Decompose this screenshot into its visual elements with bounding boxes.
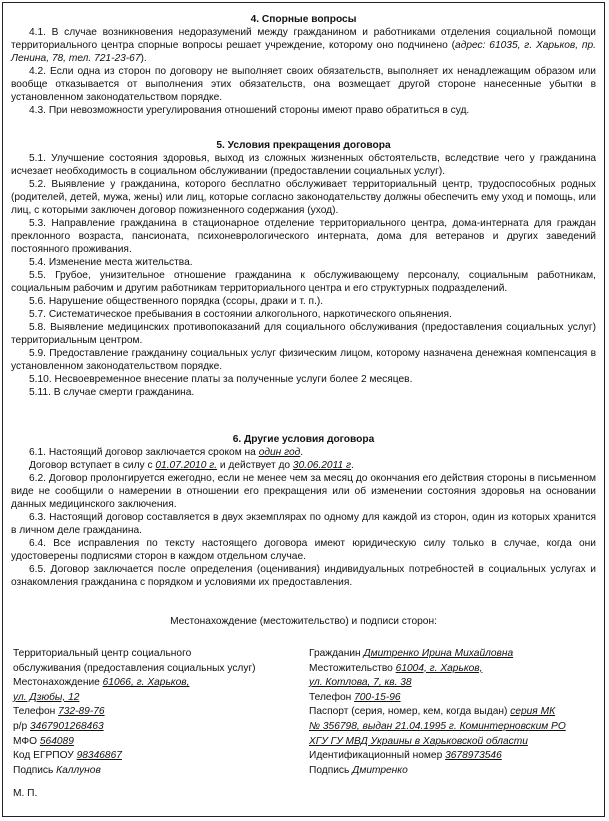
clause-5-6: 5.6. Нарушение общественного порядка (ссоры, драки и т. п.).: [29, 296, 324, 307]
provider-phone: Телефон 732-89-76: [13, 706, 105, 718]
clause-5-3: 5.3. Направление гражданина в стационарное отделение территориального центра, дома-интерната для граждан преклонного возраста, пансионата, психоневрологического интерната, дома для ветеранов и других заведений постоянного проживания.: [11, 218, 596, 255]
section-4-title: 4. Спорные вопросы: [250, 14, 357, 25]
provider-address-line2: ул. Дзюбы, 12: [13, 691, 80, 703]
section-5: [11, 139, 596, 399]
clause-5-10: 5.10. Несвоевременное внесение платы за полученные услуги более 2 месяцев.: [29, 374, 413, 385]
signatures-heading-block: [11, 615, 596, 628]
citizen-id: Идентификационный номер 3678973546: [309, 750, 502, 762]
citizen-phone: Телефон 700-15-96: [309, 691, 401, 703]
clause-6-1-effective: Договор вступает в силу с 01.07.2010 г. и действует до 30.06.2011 г.: [29, 460, 354, 471]
citizen-details: [309, 647, 599, 778]
provider-signature: Подпись Каллунов: [13, 764, 101, 776]
citizen-passport-line3: ХГУ ГУ МВД Украины в Харьковской области: [309, 735, 528, 747]
provider-name-line2: обслуживания (предоставления социальных услуг): [13, 662, 256, 674]
clause-5-11: 5.11. В случае смерти гражданина.: [29, 387, 195, 398]
clause-6-3: 6.3. Настоящий договор составляется в двух экземплярах по одному для каждой из сторон, один из которых хранится в личном деле гражданина.: [11, 512, 596, 536]
citizen-name: Гражданин Дмитренко Ирина Михайловна: [309, 648, 514, 659]
clause-6-4: 6.4. Все исправления по тексту настоящего договора имеют юридическую силу только в случае, когда они удостоверены подписями сторон в каждом отдельном случае.: [11, 538, 596, 562]
clause-5-4: 5.4. Изменение места жительства.: [29, 257, 193, 268]
clause-4-1: 4.1. В случае возникновения недоразумений между гражданином и работниками отделения социальной помощи территориального центра спорные вопросы решает учреждение, которому оно подчинено (адрес: 61035, г. Харьков, пр. Ленина, 78, тел. 721-23-67).: [11, 27, 597, 64]
section-5-title: 5. Условия прекращения договора: [216, 140, 391, 151]
citizen-signature: Подпись Дмитренко: [309, 764, 408, 776]
clause-6-2: 6.2. Договор пролонгируется ежегодно, если не менее чем за месяц до окончания его действия стороны в письменном виде не сообщили о намерении в отношении его прекращения или об изменении состояния здоровья на основании данных медицинского заключения.: [11, 473, 596, 510]
clause-6-1: 6.1. Настоящий договор заключается сроком на один год.: [29, 447, 304, 458]
clause-5-1: 5.1. Улучшение состояния здоровья, выход из сложных жизненных обстоятельств, вследствие чего у гражданина исчезает необходимость в социальном обслуживании (предоставлении социальных услуг).: [11, 153, 596, 177]
stamp-label: М. П.: [13, 788, 38, 799]
citizen-passport: Паспорт (серия, номер, кем, когда выдан) серия МК: [309, 706, 556, 718]
provider-mfo: МФО 564089: [13, 735, 74, 747]
clause-5-7: 5.7. Систематическое пребывания в состоянии алкогольного, наркотического опьянения.: [29, 309, 452, 320]
clause-5-2: 5.2. Выявление у гражданина, которого бесплатно обслуживает территориальный центр, трудоспособных родных (родителей, детей, мужа, жены) или лиц, которые согласно законодательству должны обеспечить ему уход и помощь, или лиц, с которыми заключен договор пожизненного содержания (уход).: [11, 179, 596, 216]
clause-4-3: 4.3. При невозможности урегулирования отношений стороны имеют право обратиться в суд.: [29, 105, 470, 116]
clause-5-5: 5.5. Грубое, унизительное отношение гражданина к обслуживающему персоналу, социальным работникам, социальным рабочим и другим работникам территориального центра и его структурных подразделений.: [11, 270, 596, 294]
signatures-heading: Местонахождение (местожительство) и подписи сторон:: [170, 616, 437, 627]
citizen-residence: Местожительство 61004, г. Харьков,: [309, 662, 483, 674]
provider-name-line1: Территориальный центр социального: [13, 648, 192, 659]
stamp-place: [13, 787, 37, 802]
clause-4-2: 4.2. Если одна из сторон по договору не выполняет своих обязательств, выполняет их ненадлежащим образом или вообще отказывается от выполнения этих обязательств, она возмещает другой стороне нанесенные убытки в установленном законодательством порядке.: [11, 66, 596, 103]
provider-details: [13, 647, 303, 778]
provider-address: Местонахождение 61066, г. Харьков,: [13, 677, 190, 689]
clause-5-8: 5.8. Выявление медицинских противопоказаний для социального обслуживания (предоставления социальных услуг) территориальным центром.: [11, 322, 596, 346]
provider-code: Код ЕГРПОУ 98346867: [13, 750, 122, 762]
section-6: [11, 433, 596, 589]
section-4: [11, 13, 596, 117]
citizen-passport-line2: № 356798, выдан 21.04.1995 г. Коминтерновским РО: [309, 720, 566, 732]
section-6-title: 6. Другие условия договора: [232, 434, 375, 445]
citizen-residence-line2: ул. Котлова, 7, кв. 38: [309, 677, 412, 689]
clause-5-9: 5.9. Предоставление гражданину социальных услуг физическим лицом, которому назначена денежная компенсация в установленном законодательством порядке.: [11, 348, 596, 372]
document-page: [2, 2, 605, 817]
provider-account: р/р 3467901268463: [13, 720, 104, 732]
clause-6-5: 6.5. Договор заключается после определения (оценивания) индивидуальных потребностей в социальных услугах и ознакомления гражданина с порядком и условиями их предоставления.: [11, 564, 596, 588]
